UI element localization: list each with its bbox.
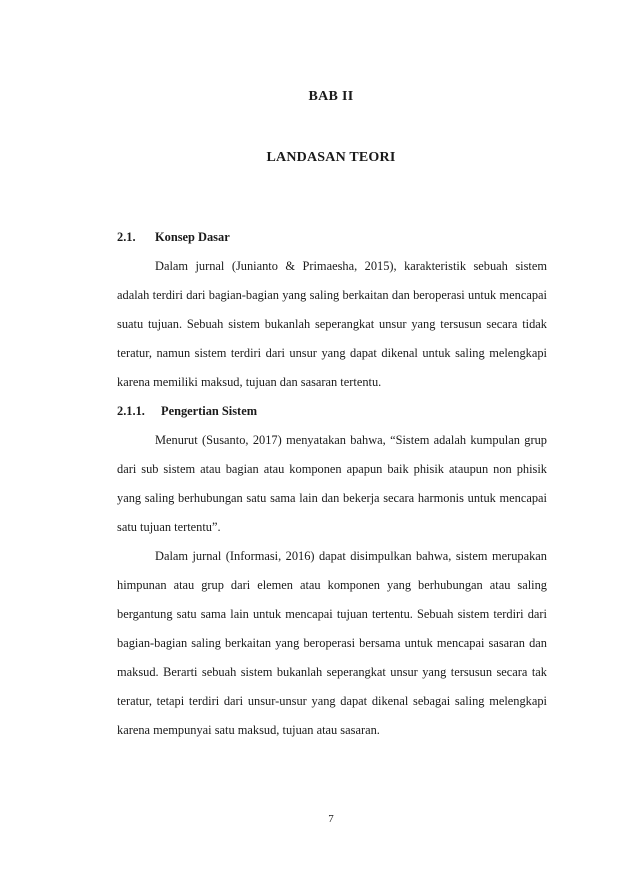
- subsection-number: 2.1.1.: [117, 404, 145, 418]
- page-number: 7: [328, 813, 334, 825]
- document-body: [117, 223, 547, 745]
- section-heading-2-1: [117, 223, 547, 252]
- section-number: 2.1.: [117, 230, 136, 244]
- paragraph-susanto: Menurut (Susanto, 2017) menyatakan bahwa, “Sistem adalah kumpulan grup dari sub sistem atau bagian atau komponen apapun baik phisik ataupun non phisik yang saling berhubungan satu sama lain dan bekerja secara harmonis untuk mencapai satu tujuan tertentu”.: [117, 433, 547, 534]
- paragraph-informasi: Dalam jurnal (Informasi, 2016) dapat disimpulkan bahwa, sistem merupakan himpunan atau grup dari elemen atau komponen yang berhubungan atau saling bergantung satu sama lain untuk mencapai tujuan tertentu. Sebuah sistem terdiri dari bagian-bagian saling berkaitan yang beroperasi bersama untuk mencapai sasaran dan maksud. Berarti sebuah sistem bukanlah seperangkat unsur yang tersusun secara tak teratur, tetapi terdiri dari unsur-unsur yang dapat dikenal sebagai saling melengkapi karena mempunyai satu maksud, tujuan atau sasaran.: [117, 549, 547, 737]
- section-heading-2-1-1: [117, 397, 547, 426]
- chapter-number: BAB II: [308, 89, 354, 104]
- paragraph-konsep-dasar: Dalam jurnal (Junianto & Primaesha, 2015), karakteristik sebuah sistem adalah terdiri dari bagian-bagian yang saling berkaitan dan beroperasi untuk mencapai suatu tujuan. Sebuah sistem bukanlah seperangkat unsur yang tersusun secara tidak teratur, namun sistem terdiri dari unsur yang dapat dikenal untuk saling melengkapi karena memiliki maksud, tujuan dan sasaran tertentu.: [117, 259, 547, 389]
- chapter-title: LANDASAN TEORI: [266, 150, 396, 165]
- subsection-title: Pengertian Sistem: [161, 404, 258, 418]
- section-title: Konsep Dasar: [155, 230, 230, 244]
